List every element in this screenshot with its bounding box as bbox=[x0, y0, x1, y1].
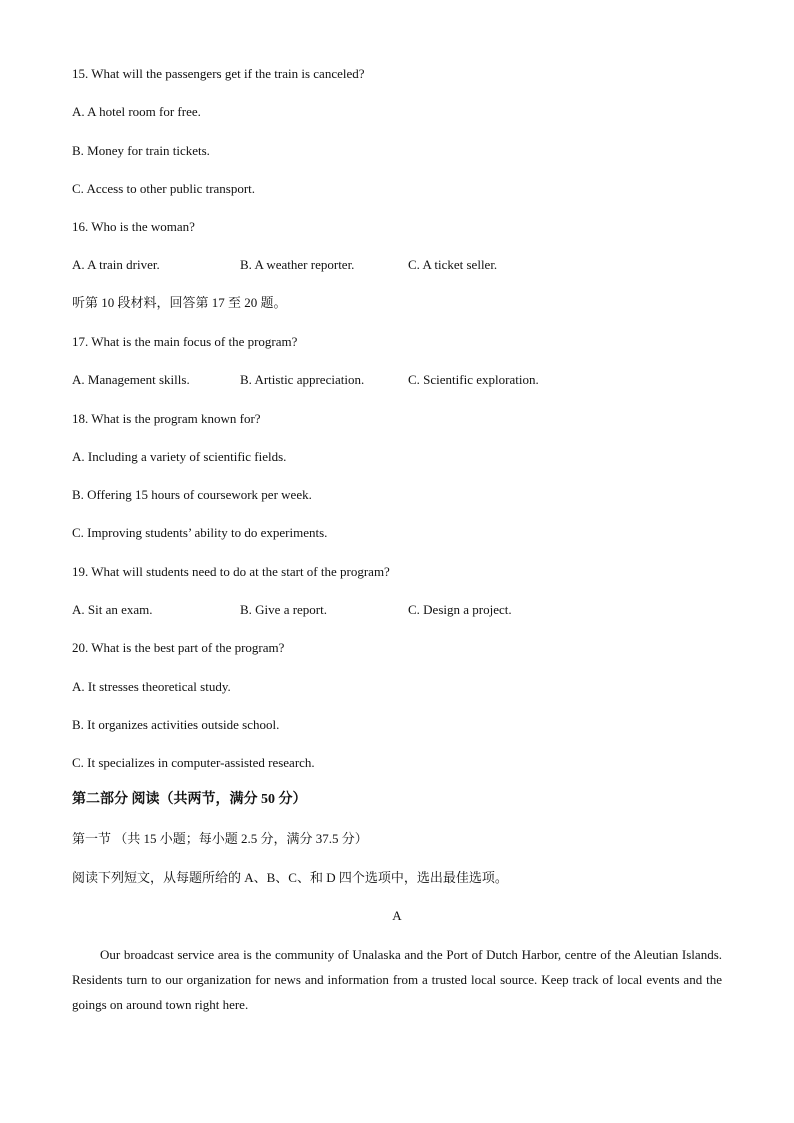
q20-option-b: B. It organizes activities outside school. bbox=[72, 717, 280, 732]
q18-option-a: A. Including a variety of scientific fields. bbox=[72, 449, 287, 464]
q18-option-c: C. Improving students’ ability to do experiments. bbox=[72, 525, 328, 540]
question-15: 15. What will the passengers get if the train is canceled? bbox=[72, 66, 365, 81]
q16-option-b: B. A weather reporter. bbox=[240, 257, 355, 272]
question-20: 20. What is the best part of the program? bbox=[72, 640, 285, 655]
q16-option-a: A. A train driver. bbox=[72, 257, 160, 272]
reading-instructions: 阅读下列短文，从每题所给的 A、B、C、和 D 四个选项中，选出最佳选项。 bbox=[72, 870, 508, 885]
passage-a-text: Our broadcast service area is the community of Unalaska and the Port of Dutch Harbor, centre of the Aleutian Islands. Residents turn to our organization for news and information from a trusted local source. Keep track of local events and the goings on around town right here. bbox=[72, 947, 722, 1012]
q15-option-c: C. Access to other public transport. bbox=[72, 181, 256, 196]
question-19: 19. What will students need to do at the start of the program? bbox=[72, 564, 390, 579]
q17-option-c: C. Scientific exploration. bbox=[408, 372, 539, 387]
q16-option-c: C. A ticket seller. bbox=[408, 257, 498, 272]
q15-option-a: A. A hotel room for free. bbox=[72, 104, 201, 119]
q19-option-c: C. Design a project. bbox=[408, 602, 512, 617]
q18-option-b: B. Offering 15 hours of coursework per week. bbox=[72, 487, 312, 502]
passage-label: A bbox=[392, 908, 402, 923]
q20-option-c: C. It specializes in computer-assisted research. bbox=[72, 755, 315, 770]
question-16: 16. Who is the woman? bbox=[72, 219, 195, 234]
q15-option-b: B. Money for train tickets. bbox=[72, 143, 210, 158]
question-17: 17. What is the main focus of the program? bbox=[72, 334, 298, 349]
q17-option-b: B. Artistic appreciation. bbox=[240, 372, 365, 387]
section-1-heading: 第一节 （共 15 小题；每小题 2.5 分，满分 37.5 分） bbox=[72, 831, 368, 846]
part-2-heading: 第二部分 阅读（共两节，满分 50 分） bbox=[72, 792, 307, 807]
q19-option-b: B. Give a report. bbox=[240, 602, 328, 617]
section-10-intro: 听第 10 段材料，回答第 17 至 20 题。 bbox=[72, 295, 287, 310]
q19-option-a: A. Sit an exam. bbox=[72, 602, 153, 617]
q20-option-a: A. It stresses theoretical study. bbox=[72, 679, 231, 694]
q17-option-a: A. Management skills. bbox=[72, 372, 190, 387]
question-18: 18. What is the program known for? bbox=[72, 411, 261, 426]
